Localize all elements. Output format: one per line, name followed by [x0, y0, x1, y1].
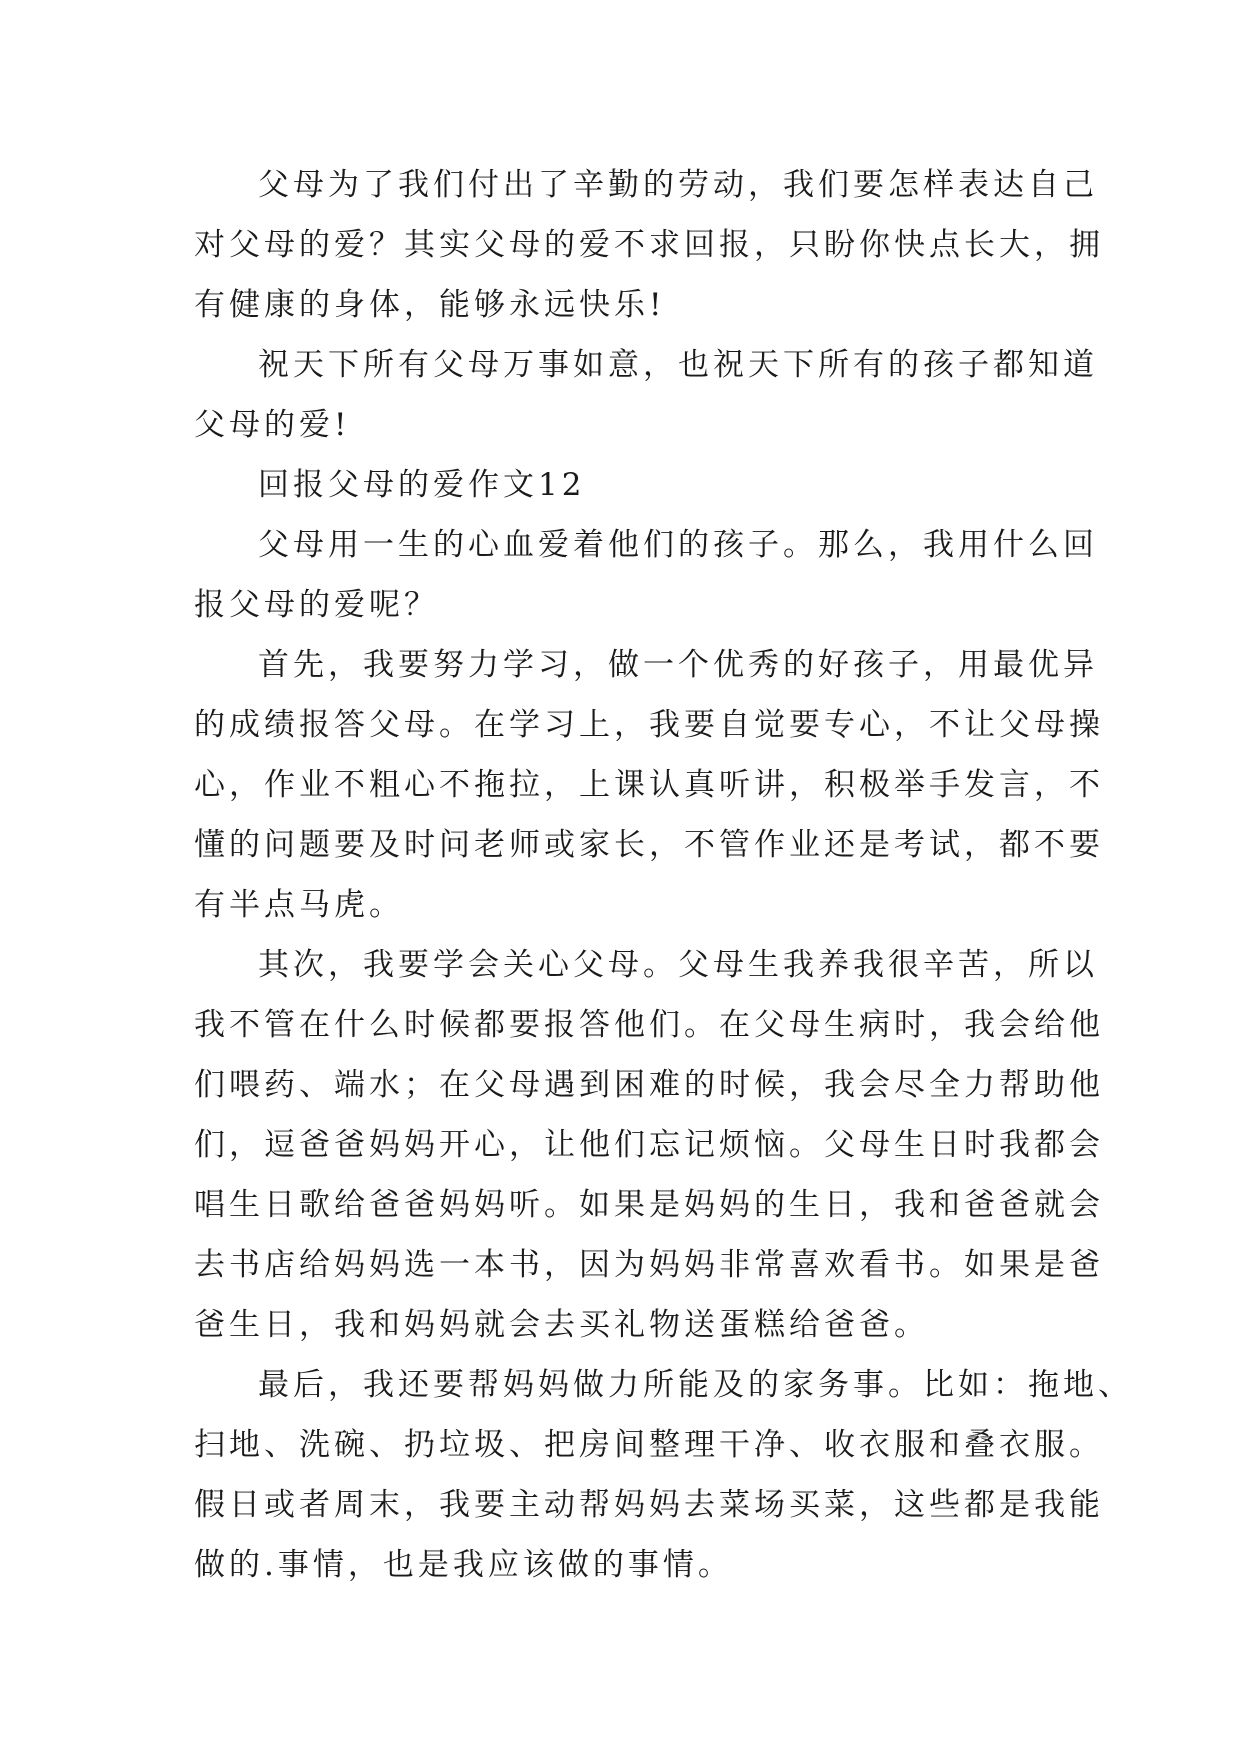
section-heading: 回报父母的爱作文12 — [258, 467, 586, 503]
text-line: 对父母的爱？其实父母的爱不求回报，只盼你快点长大，拥 — [194, 227, 1104, 263]
text-line: 最后，我还要帮妈妈做力所能及的家务事。比如：拖地、 — [258, 1367, 1133, 1403]
text-line: 父母用一生的心血爱着他们的孩子。那么，我用什么回 — [258, 527, 1098, 563]
text-line: 其次，我要学会关心父母。父母生我养我很辛苦，所以 — [258, 947, 1098, 983]
text-line: 的成绩报答父母。在学习上，我要自觉要专心，不让父母操 — [194, 707, 1104, 743]
text-line: 扫地、洗碗、扔垃圾、把房间整理干净、收衣服和叠衣服。 — [194, 1427, 1104, 1463]
text-line: 做的.事情，也是我应该做的事情。 — [194, 1547, 733, 1583]
text-line: 首先，我要努力学习，做一个优秀的好孩子，用最优异 — [258, 647, 1098, 683]
text-line: 们，逗爸爸妈妈开心，让他们忘记烦恼。父母生日时我都会 — [194, 1127, 1104, 1163]
text-line: 我不管在什么时候都要报答他们。在父母生病时，我会给他 — [194, 1007, 1104, 1043]
text-line: 父母为了我们付出了辛勤的劳动，我们要怎样表达自己 — [258, 167, 1098, 203]
text-line: 唱生日歌给爸爸妈妈听。如果是妈妈的生日，我和爸爸就会 — [194, 1187, 1104, 1223]
text-line: 假日或者周末，我要主动帮妈妈去菜场买菜，这些都是我能 — [194, 1487, 1104, 1523]
text-line: 祝天下所有父母万事如意，也祝天下所有的孩子都知道 — [258, 347, 1098, 383]
text-line: 有健康的身体，能够永远快乐! — [194, 287, 666, 323]
text-line: 懂的问题要及时问老师或家长，不管作业还是考试，都不要 — [194, 827, 1104, 863]
text-line: 心，作业不粗心不拖拉，上课认真听讲，积极举手发言，不 — [194, 767, 1104, 803]
text-line: 爸生日，我和妈妈就会去买礼物送蛋糕给爸爸。 — [194, 1307, 929, 1343]
text-line: 有半点马虎。 — [194, 887, 404, 923]
text-line: 报父母的爱呢？ — [194, 587, 439, 623]
text-line: 父母的爱! — [194, 407, 351, 443]
text-line: 去书店给妈妈选一本书，因为妈妈非常喜欢看书。如果是爸 — [194, 1247, 1104, 1283]
text-line: 们喂药、端水；在父母遇到困难的时候，我会尽全力帮助他 — [194, 1067, 1104, 1103]
